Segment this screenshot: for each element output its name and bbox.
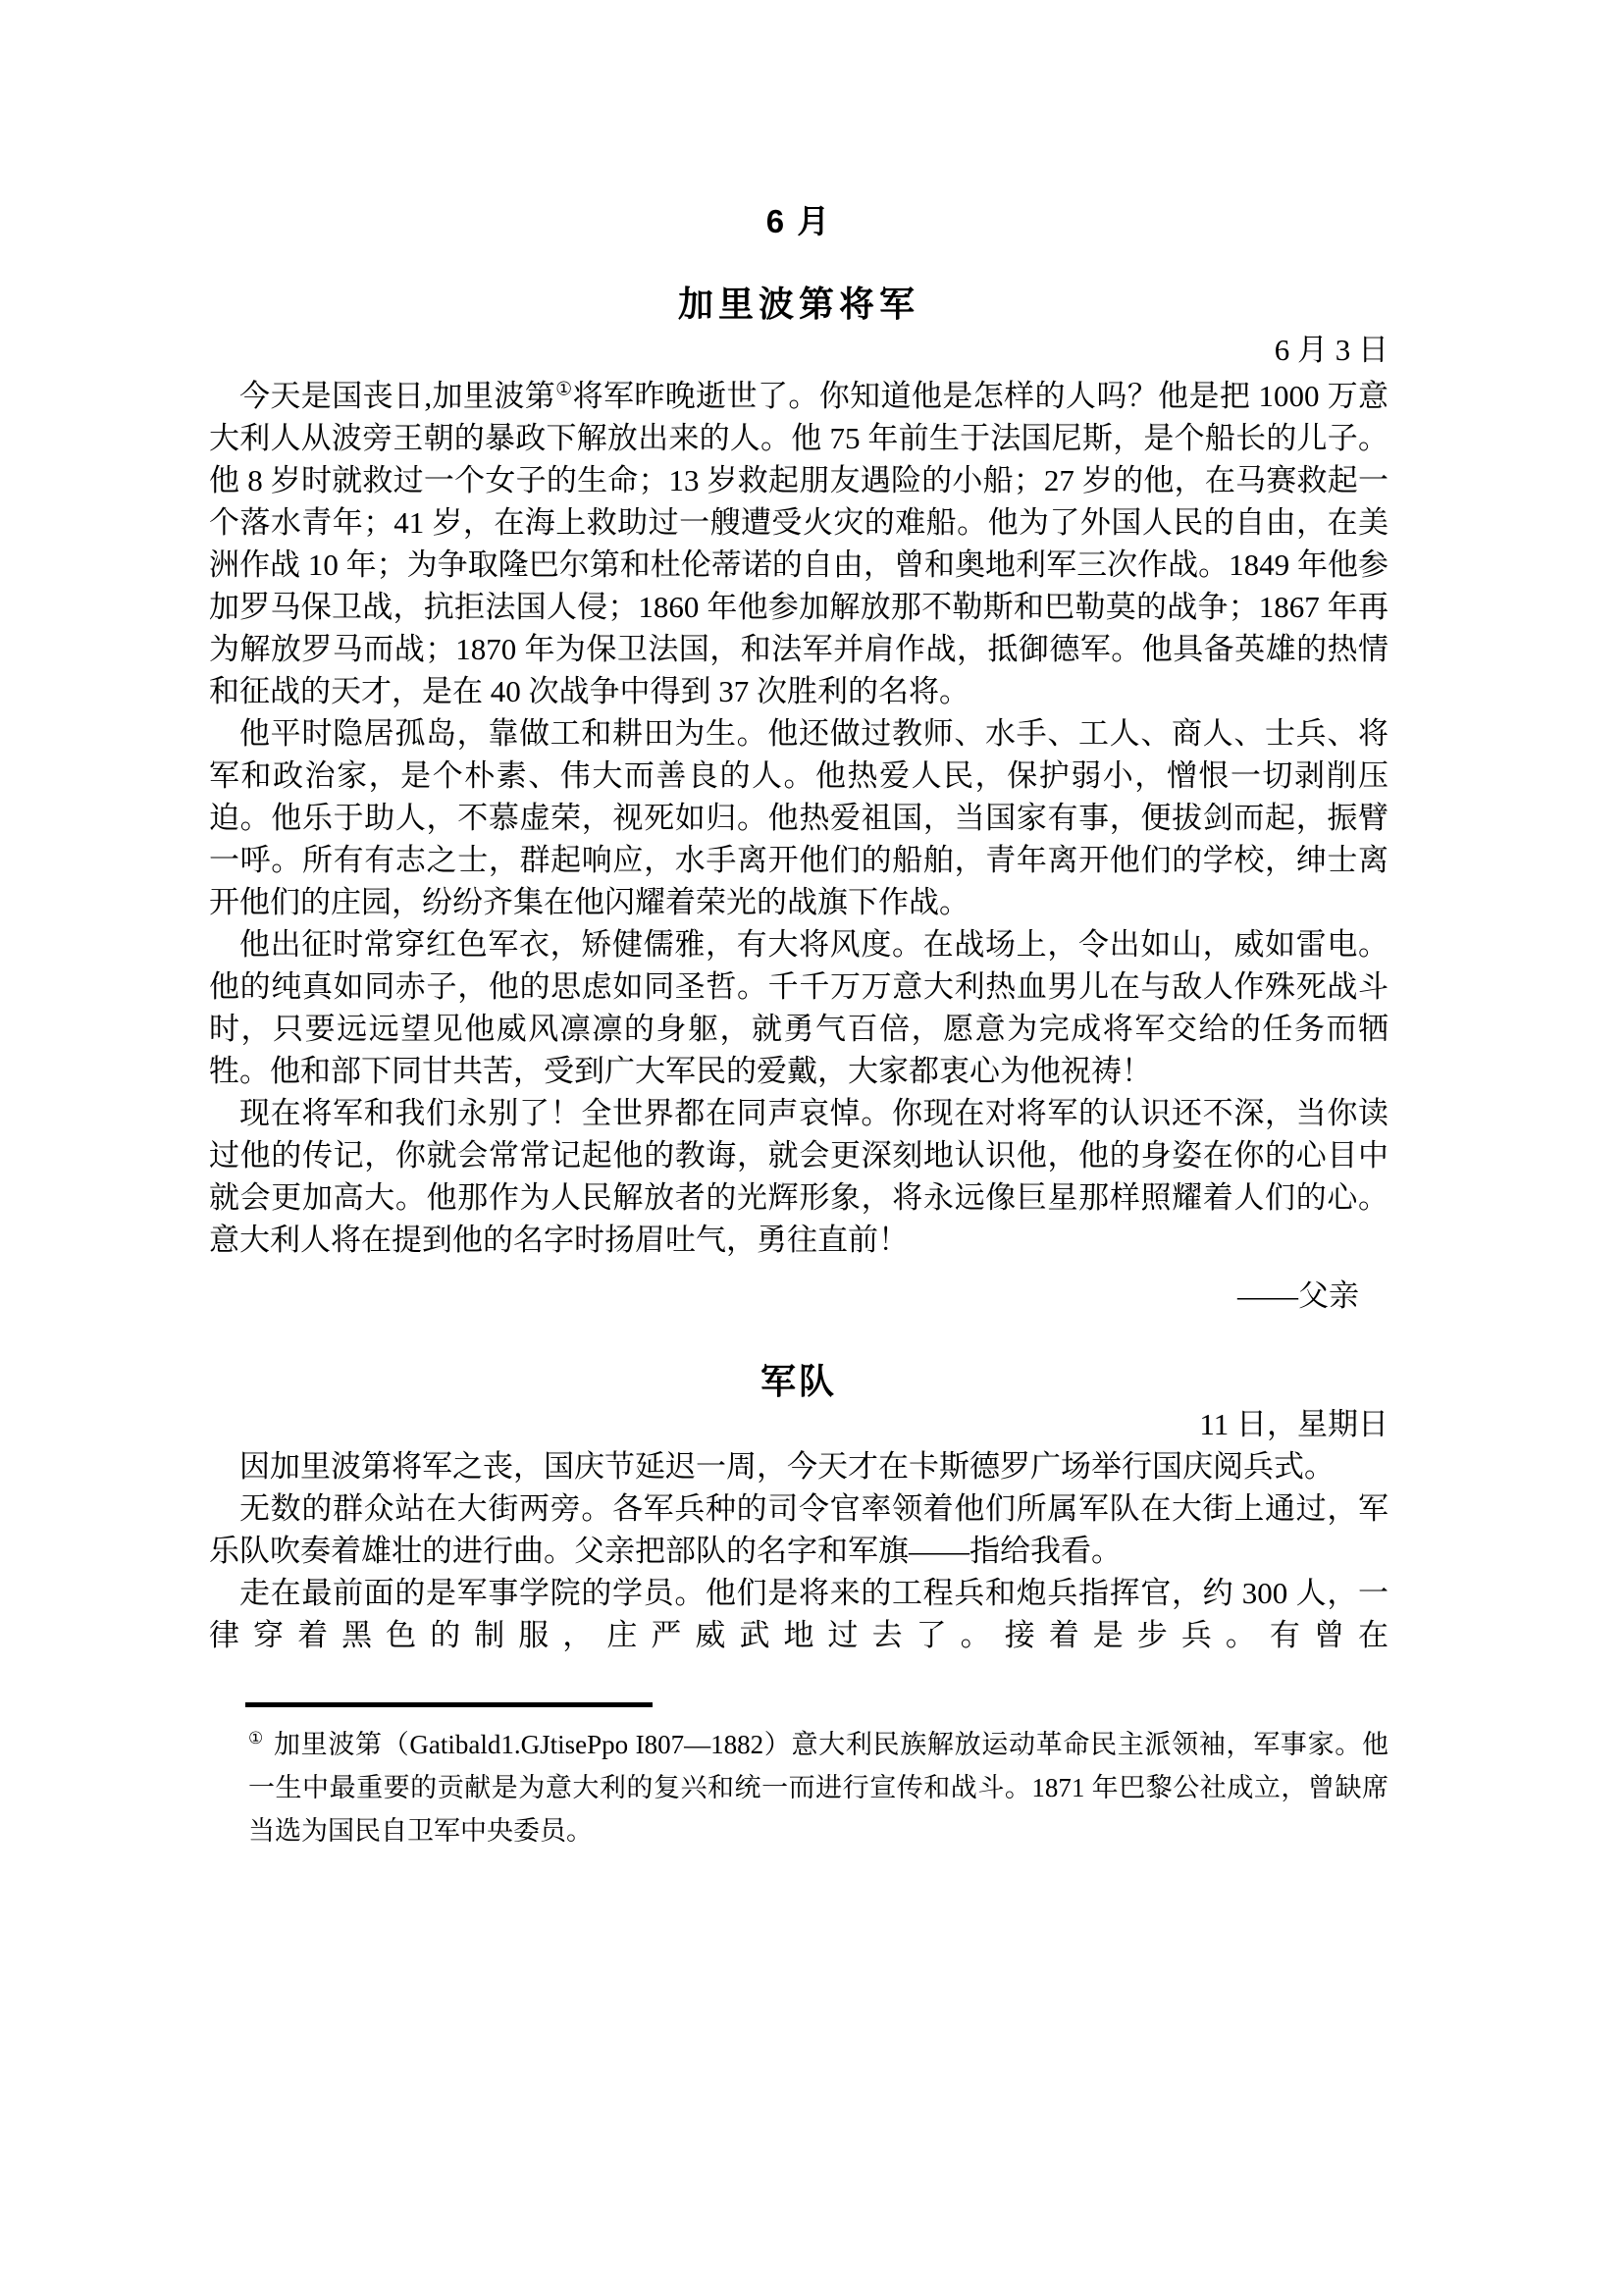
paragraph: 走在最前面的是军事学院的学员。他们是将来的工程兵和炮兵指挥官，约 300 人，一律穿着黑色的制服，庄严威武地过去了。接着是步兵。有曾在 (209, 1576, 1388, 1652)
paragraph: 他平时隐居孤岛，靠做工和耕田为生。他还做过教师、水手、工人、商人、士兵、将军和政治家，是个朴素、伟大而善良的人。他热爱人民，保护弱小，憎恨一切剥削压迫。他乐于助人，不慕虚荣，视死如归。他热爱祖国，当国家有事，便拔剑而起，振臂一呼。所有有志之士，群起响应，水手离开他们的船舶，青年离开他们的学校，绅士离开他们的庄园，纷纷齐集在他闪耀着荣光的战旗下作战。 (209, 716, 1388, 919)
footnote-text: 加里波第（Gatibald1.GJtisePpo I807—1882）意大利民族解放运动革命民主派领袖，军事家。他一生中最重要的贡献是为意大利的复兴和统一而进行宣传和战斗。1871 年巴黎公社成立，曾缺席当选为国民自卫军中央委员。 (248, 1730, 1388, 1846)
section-title-garibaldi: 加里波第将军 (677, 284, 919, 324)
paragraph: 他出征时常穿红色军衣，矫健儒雅，有大将风度。在战场上，令出如山，威如雷电。他的纯真如同赤子，他的思虑如同圣哲。千千万万意大利热血男儿在与敌人作殊死战斗时，只要远远望见他威风凛凛的身躯，就勇气百倍，愿意为完成将军交给的任务而牺牲。他和部下同甘共苦，受到广大军民的爱戴，大家都衷心为他祝祷！ (209, 927, 1388, 1088)
footnote-ref-marker: ① (555, 379, 573, 400)
section-garibaldi (209, 283, 1388, 1317)
month-title: 6 月 (765, 203, 832, 239)
footnote-separator (245, 1702, 653, 1707)
signature-father: ——父亲 (1237, 1278, 1359, 1313)
dateline-june-3: 6 月 3 日 (1274, 333, 1388, 367)
paragraph: 现在将军和我们永别了！全世界都在同声哀悼。你现在对将军的认识还不深，当你读过他的传记，你就会常常记起他的教诲，就会更深刻地认识他，他的身姿在你的心目中就会更加高大。他那作为人民解放者的光辉形象，将永远像巨星那样照耀着人们的心。意大利人将在提到他的名字时扬眉吐气，勇往直前！ (209, 1096, 1388, 1257)
paragraph: 无数的群众站在大街两旁。各军兵种的司令官率领着他们所属军队在大街上通过，军乐队吹奏着雄壮的进行曲。父亲把部队的名字和军旗——指给我看。 (209, 1491, 1388, 1568)
paragraph: 今天是国丧日,加里波第①将军昨晚逝世了。你知道他是怎样的人吗？他是把 1000 万意大利人从波旁王朝的暴政下解放出来的人。他 75 年前生于法国尼斯，是个船长的儿子。他 8 岁时就救过一个女子的生命；13 岁救起朋友遇险的小船；27 岁的他，在马赛救起一个落水青年；41 岁，在海上救助过一艘遭受火灾的难船。他为了外国人民的自由，在美洲作战 10 年；为争取隆巴尔第和杜伦蒂诺的自由，曾和奥地利军三次作战。1849 年他参加罗马保卫战，抗拒法国人侵；1860 年他参加解放那不勒斯和巴勒莫的战争；1867 年再为解放罗马而战；1870 年为保卫法国，和法军并肩作战，抵御德军。他具备英雄的热情和征战的天才，是在 40 次战争中得到 37 次胜利的名将。 (209, 379, 1388, 708)
section-army (209, 1360, 1388, 1656)
section-title-army: 军队 (760, 1361, 837, 1401)
section-paragraphs (209, 1445, 1388, 1656)
footnote-marker: ① (248, 1729, 264, 1747)
paragraph: 因加里波第将军之丧，国庆节延迟一周，今天才在卡斯德罗广场举行国庆阅兵式。 (239, 1449, 1335, 1484)
page-content (209, 0, 1388, 1852)
section-paragraphs (209, 375, 1388, 1261)
dateline-sunday-11: 11 日，星期日 (1199, 1407, 1388, 1441)
footnote (248, 1723, 1388, 1852)
